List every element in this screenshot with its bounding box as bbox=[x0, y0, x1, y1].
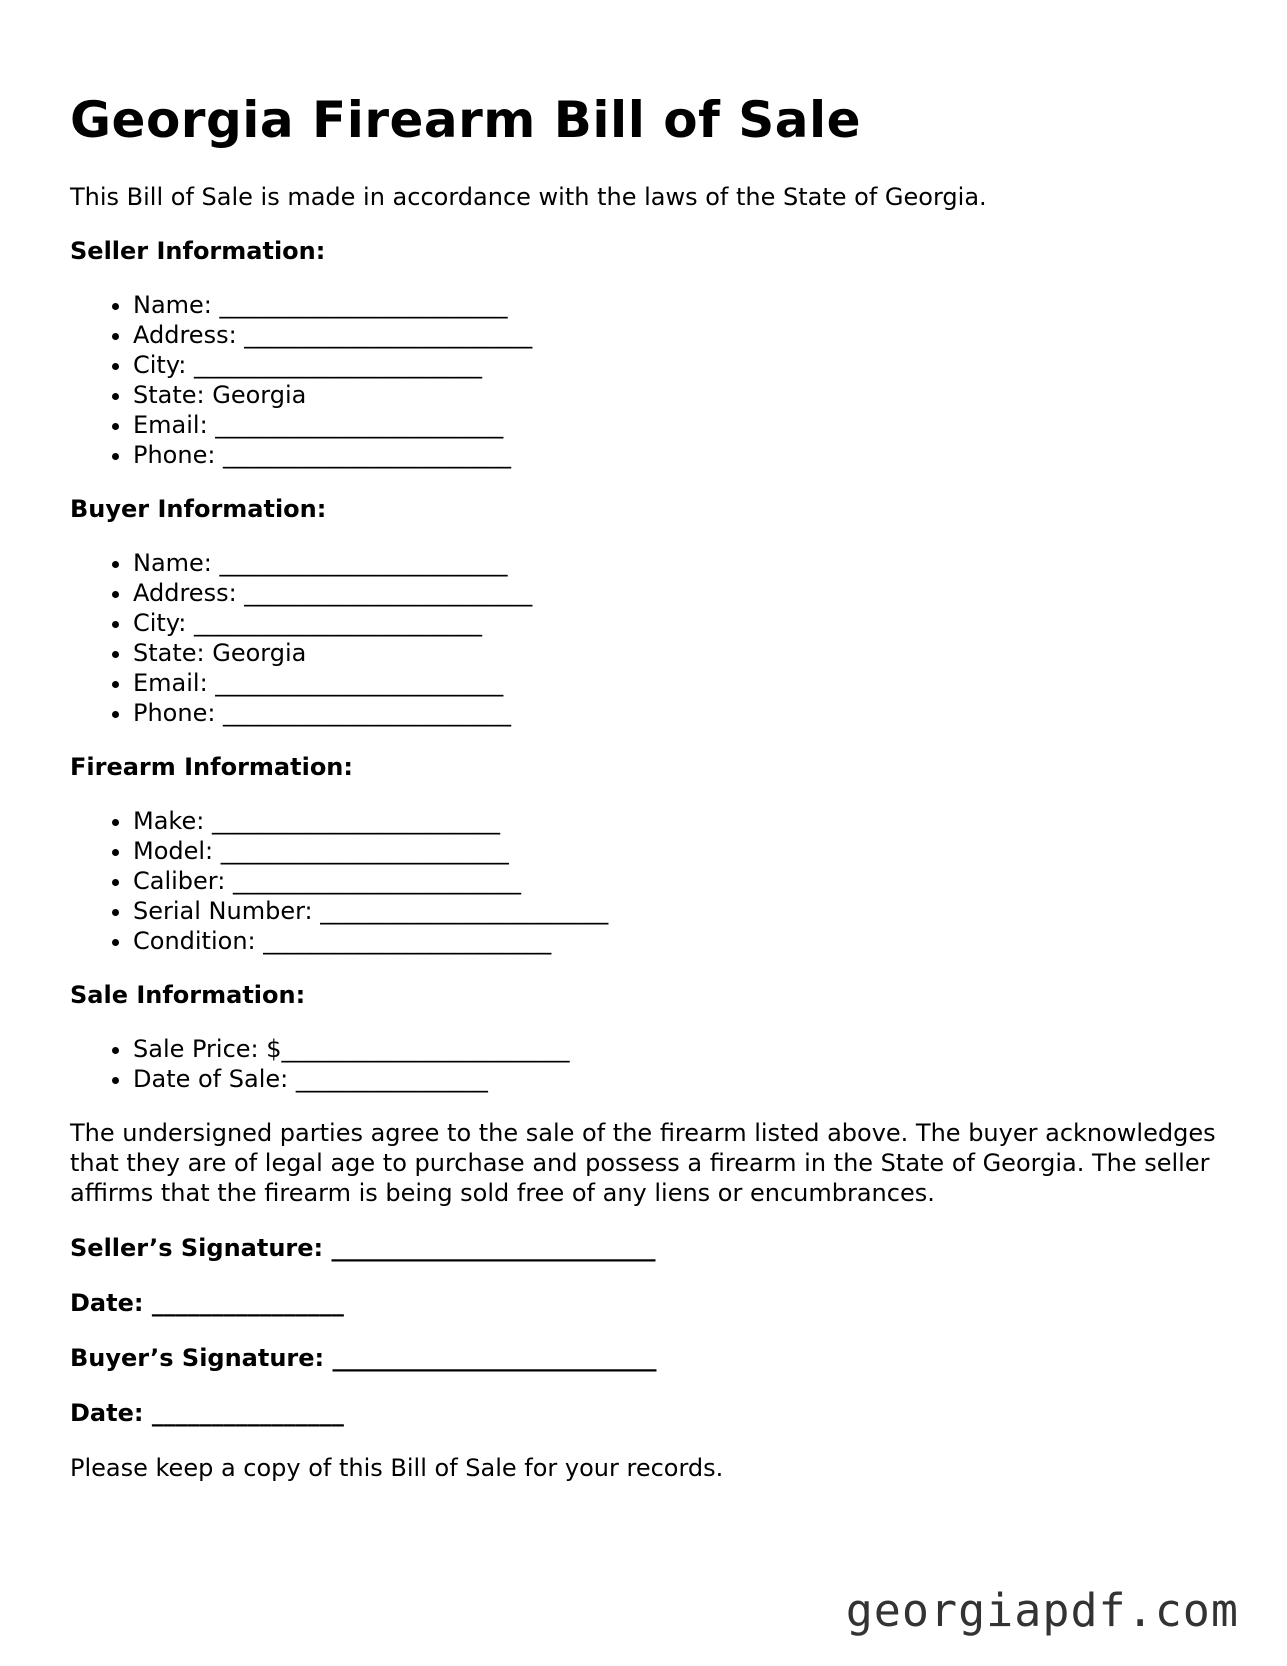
seller-email-field: • Email: ________________________ bbox=[133, 410, 1230, 440]
sale-list bbox=[70, 1034, 1230, 1094]
seller-city-field: • City: ________________________ bbox=[133, 350, 1230, 380]
seller-address-field: • Address: ________________________ bbox=[133, 320, 1230, 350]
intro-text: This Bill of Sale is made in accordance with the laws of the State of Georgia. bbox=[70, 183, 987, 211]
seller-date-line: Date: ________________ bbox=[70, 1289, 344, 1317]
buyer-email-field: • Email: ________________________ bbox=[133, 668, 1230, 698]
sale-date-field: • Date of Sale: ________________ bbox=[133, 1064, 1230, 1094]
terms-paragraph: The undersigned parties agree to the sale of the firearm listed above. The buyer acknowledges that they are of legal age to purchase and possess a firearm in the State of Georgia. The seller affirms that the firearm is being sold free of any liens or encumbrances. bbox=[70, 1119, 1216, 1207]
seller-state-field: • State: Georgia bbox=[133, 380, 1230, 410]
seller-signature-line: Seller’s Signature: ___________________________ bbox=[70, 1234, 656, 1262]
firearm-serial-field: • Serial Number: ________________________ bbox=[133, 896, 1230, 926]
watermark-text: georgiapdf.com bbox=[845, 1584, 1239, 1637]
sale-price-field: • Sale Price: $________________________ bbox=[133, 1034, 1230, 1064]
buyer-date-line: Date: ________________ bbox=[70, 1399, 344, 1427]
seller-heading: Seller Information: bbox=[70, 237, 326, 265]
seller-list bbox=[70, 290, 1230, 470]
document-page bbox=[70, 0, 1230, 1483]
closing-note: Please keep a copy of this Bill of Sale for your records. bbox=[70, 1454, 724, 1482]
seller-name-field: • Name: ________________________ bbox=[133, 290, 1230, 320]
buyer-city-field: • City: ________________________ bbox=[133, 608, 1230, 638]
sale-heading: Sale Information: bbox=[70, 981, 306, 1009]
firearm-model-field: • Model: ________________________ bbox=[133, 836, 1230, 866]
firearm-heading: Firearm Information: bbox=[70, 753, 353, 781]
seller-phone-field: • Phone: ________________________ bbox=[133, 440, 1230, 470]
firearm-condition-field: • Condition: ________________________ bbox=[133, 926, 1230, 956]
buyer-state-field: • State: Georgia bbox=[133, 638, 1230, 668]
buyer-phone-field: • Phone: ________________________ bbox=[133, 698, 1230, 728]
firearm-make-field: • Make: ________________________ bbox=[133, 806, 1230, 836]
buyer-list bbox=[70, 548, 1230, 728]
firearm-caliber-field: • Caliber: ________________________ bbox=[133, 866, 1230, 896]
firearm-list bbox=[70, 806, 1230, 956]
buyer-heading: Buyer Information: bbox=[70, 495, 327, 523]
document-title: Georgia Firearm Bill of Sale bbox=[70, 91, 862, 149]
buyer-address-field: • Address: ________________________ bbox=[133, 578, 1230, 608]
buyer-signature-line: Buyer’s Signature: ___________________________ bbox=[70, 1344, 657, 1372]
buyer-name-field: • Name: ________________________ bbox=[133, 548, 1230, 578]
